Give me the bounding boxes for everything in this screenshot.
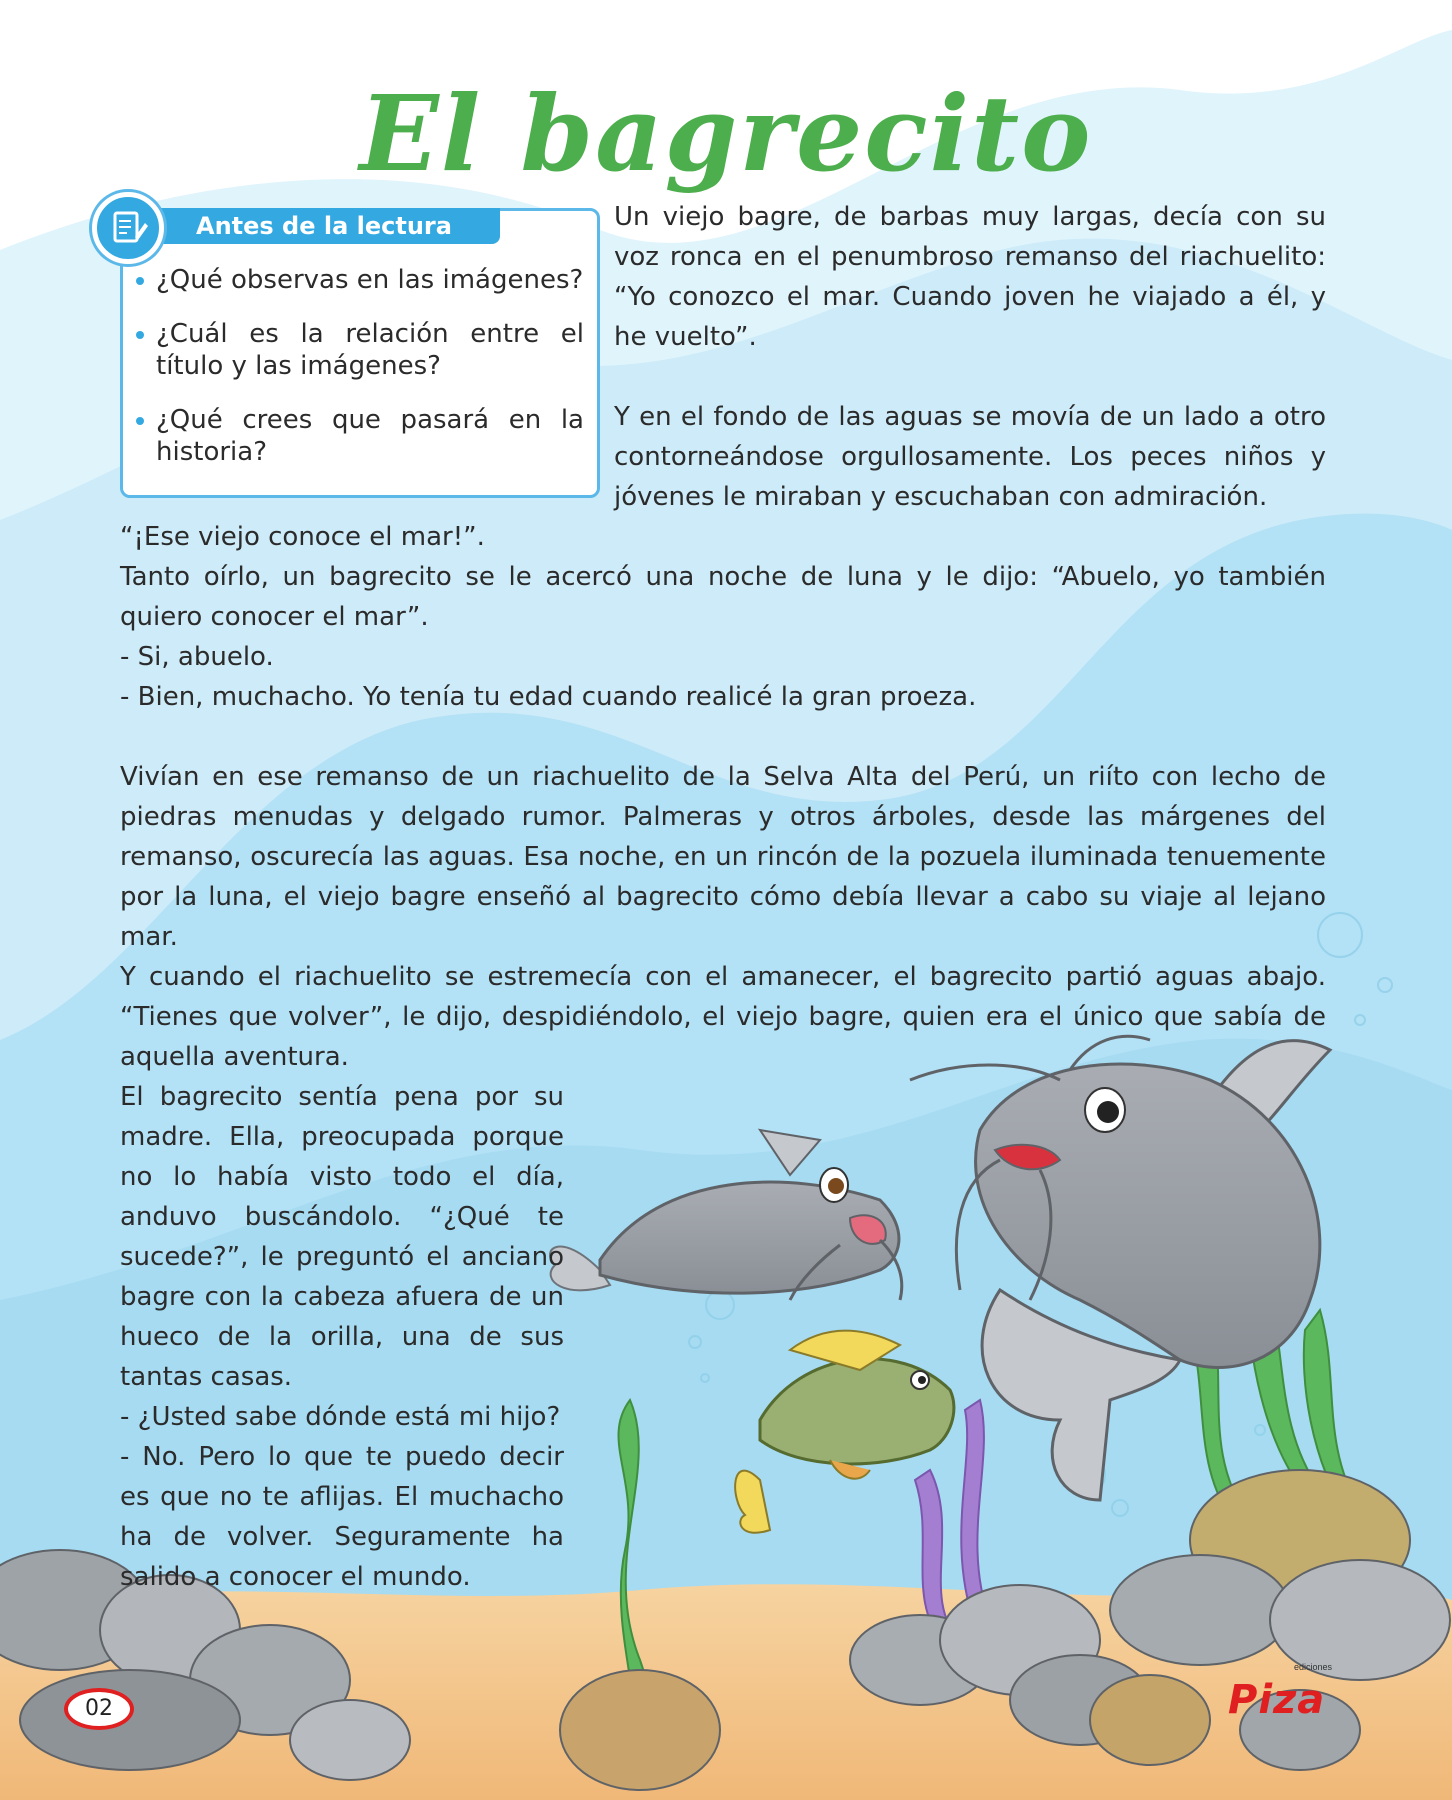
- story-line: - Si, abuelo.: [120, 642, 274, 672]
- question-item: ¿Qué observas en las imágenes?: [132, 264, 584, 296]
- story-line: - Bien, muchacho. Yo tenía tu edad cuando realicé la gran proeza.: [120, 682, 977, 712]
- story-paragraph: El bagrecito sentía pena por su madre. Ella, preocupada porque no lo había visto todo el día, anduvo buscándolo. “¿Qué te sucede?”, le preguntó el anciano bagre con la cabeza afuera de un hueco de la orilla, una de sus tantas casas.: [120, 1082, 564, 1392]
- page-number: 02: [64, 1688, 134, 1730]
- question-item: ¿Cuál es la relación entre el título y las imágenes?: [132, 318, 584, 382]
- story-paragraph: - No. Pero lo que te puedo decir es que no te aflijas. El muchacho ha de volver. Seguramente ha salido a conocer el mundo.: [120, 1442, 564, 1592]
- story-line: Tanto oírlo, un bagrecito se le acercó una noche de luna y le dijo: “Abuelo, yo también quiero conocer el mar”.: [120, 562, 1326, 632]
- publisher-logo: [1228, 1662, 1338, 1722]
- publisher-sub: ediciones: [1293, 1662, 1332, 1672]
- story-paragraph: Vivían en ese remanso de un riachuelito de la Selva Alta del Perú, un riíto con lecho de piedras menudas y delgado rumor. Palmeras y otros árboles, desde las márgenes del remanso, oscurecía las aguas. Esa noche, en un rincón de la pozuela iluminada tenuemente por la luna, el viejo bagre enseñó al bagrecito cómo debía llevar a cabo su viaje al lejano mar.: [120, 762, 1326, 952]
- notepad-pencil-icon: [92, 192, 164, 264]
- story-paragraph: Y en el fondo de las aguas se movía de un lado a otro contorneándose orgullosamente. Los peces niños y jóvenes le miraban y escuchaban con admiración.: [614, 402, 1326, 512]
- story-final: [120, 1077, 564, 1597]
- story-paragraph: Y cuando el riachuelito se estremecía con el amanecer, el bagrecito partió aguas abajo. “Tienes que volver”, le dijo, despidiéndolo, el viejo bagre, quien era el único que sabía de aquella aventura.: [120, 962, 1326, 1072]
- prereading-questions: [132, 264, 584, 490]
- story-line: - ¿Usted sabe dónde está mi hijo?: [120, 1402, 561, 1432]
- story-paragraph: Un viejo bagre, de barbas muy largas, decía con su voz ronca en el penumbroso remanso del riachuelito: “Yo conozco el mar. Cuando joven he viajado a él, y he vuelto”.: [614, 202, 1326, 352]
- question-item: ¿Qué crees que pasará en la historia?: [132, 404, 584, 468]
- publisher-brand: Piza: [1228, 1677, 1326, 1723]
- story-intro: [614, 197, 1326, 517]
- story-middle: [120, 517, 1326, 1077]
- story-line: “¡Ese viejo conoce el mar!”.: [120, 522, 485, 552]
- page-title: El bagrecito: [359, 72, 1093, 195]
- prereading-heading: Antes de la lectura: [140, 208, 500, 244]
